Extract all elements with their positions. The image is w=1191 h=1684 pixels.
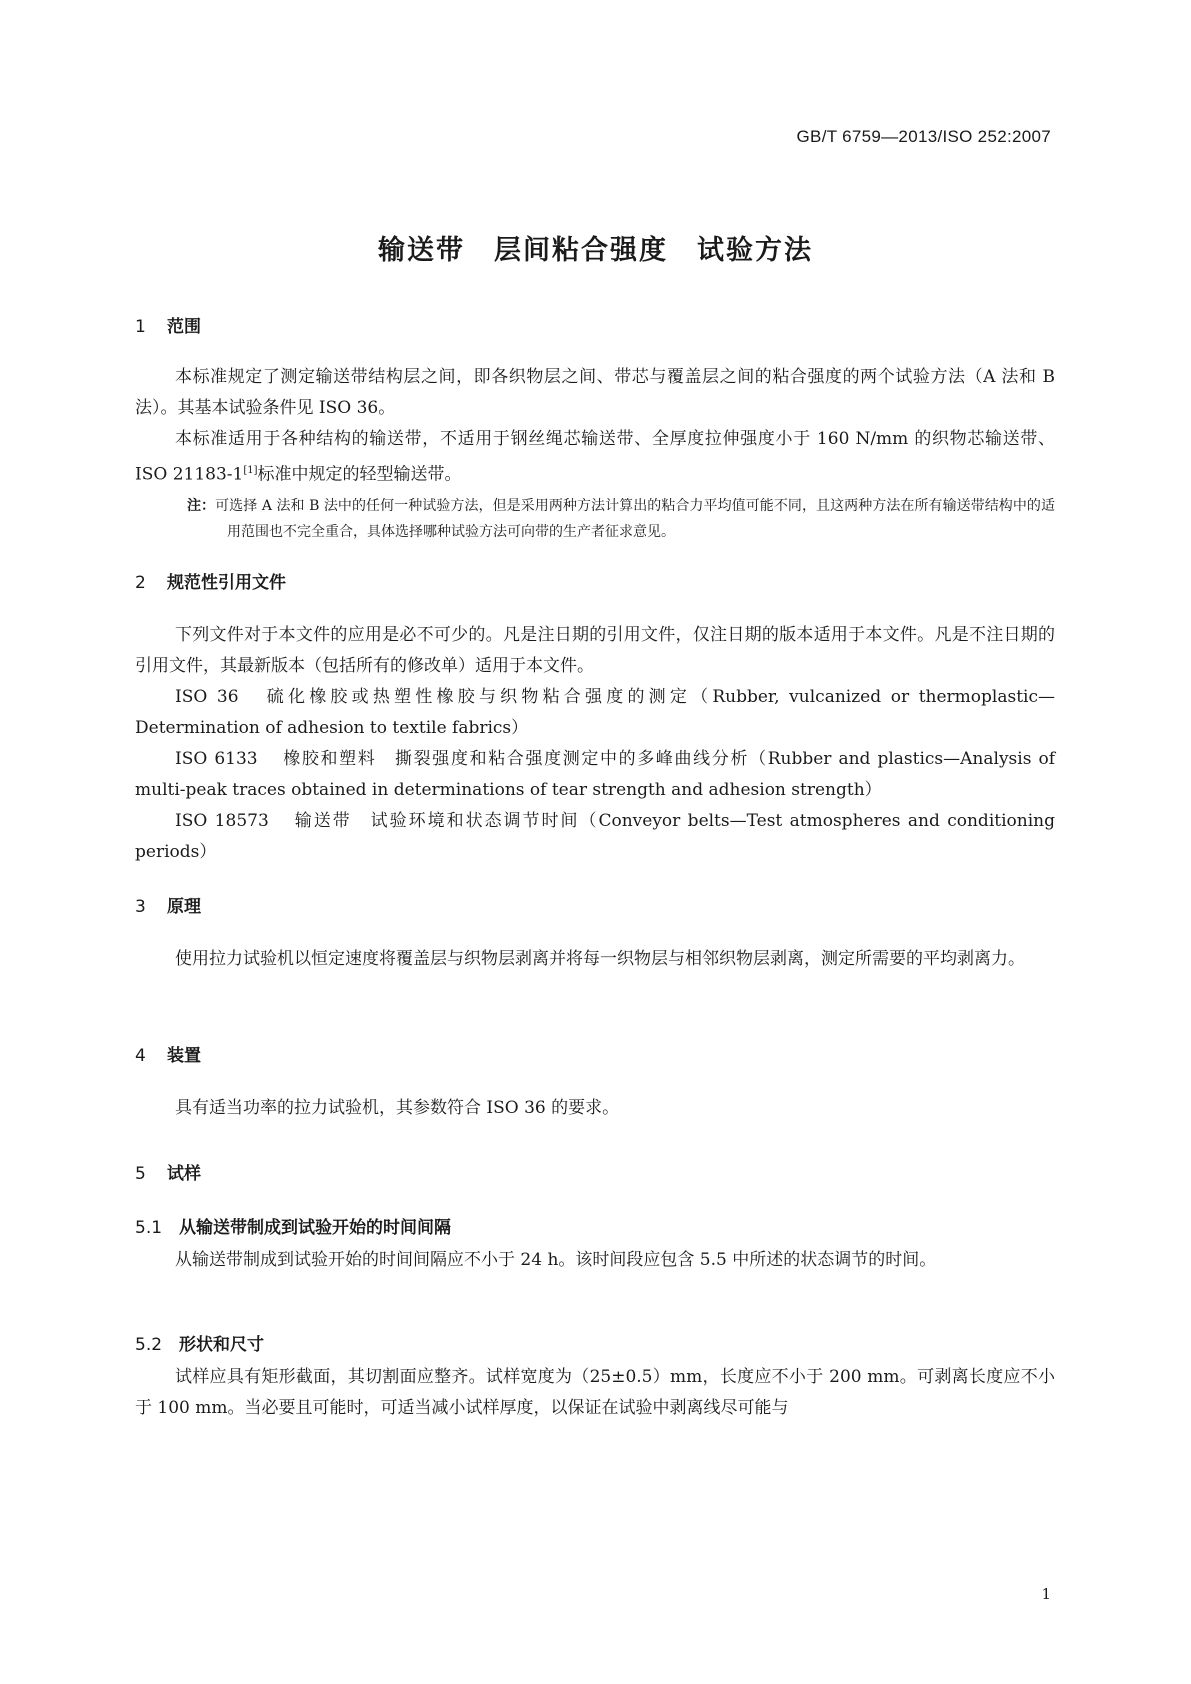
subsection-title: 形状和尺寸 (179, 1335, 264, 1355)
subsection-5-1-heading (135, 1213, 1055, 1238)
reference-code: ISO 18573 (175, 811, 269, 831)
section-3-heading (135, 892, 1055, 917)
paragraph: 本标准规定了测定输送带结构层之间，即各织物层之间、带芯与覆盖层之间的粘合强度的两个试验方法（A 法和 B 法）。其基本试验条件见 ISO 36。 (135, 367, 1055, 418)
reference-code: ISO 36 (175, 687, 239, 707)
section-title: 原理 (167, 897, 201, 917)
reference-text: 硫化橡胶或热塑性橡胶与织物粘合强度的测定（Rubber, vulcanized or thermoplastic—Determination of adhesion to textile fabrics） (135, 687, 1056, 738)
subsection-title: 从输送带制成到试验开始的时间间隔 (179, 1218, 451, 1238)
section-2-heading (135, 568, 1055, 593)
paragraph: 具有适当功率的拉力试验机，其参数符合 ISO 36 的要求。 (175, 1098, 620, 1118)
section-number: 2 (135, 573, 146, 593)
section-title: 规范性引用文件 (167, 573, 286, 593)
section-4-heading (135, 1041, 1055, 1066)
document-title: 输送带 层间粘合强度 试验方法 (378, 235, 813, 266)
section-title: 范围 (167, 317, 201, 337)
paragraph: 本标准适用于各种结构的输送带，不适用于钢丝绳芯输送带、全厚度拉伸强度小于 160 N/mm 的织物芯输送带、ISO 21183-1[1]标准中规定的轻型输送带。 (135, 429, 1055, 485)
reference-text: 橡胶和塑料 撕裂强度和粘合强度测定中的多峰曲线分析（Rubber and plastics—Analysis of multi-peak traces obtained in determinations of tear strength and adhesion strength） (135, 749, 1055, 800)
section-number: 3 (135, 897, 146, 917)
paragraph: 从输送带制成到试验开始的时间间隔应不小于 24 h。该时间段应包含 5.5 中所述的状态调节的时间。 (175, 1250, 937, 1270)
section-4-body (135, 1093, 1055, 1124)
section-2-body (135, 620, 1055, 868)
section-number: 4 (135, 1046, 146, 1066)
note-label: 注： (187, 497, 216, 514)
subsection-5-2-heading (135, 1330, 1055, 1355)
subsection-number: 5.2 (135, 1335, 163, 1355)
reference-code: ISO 6133 (175, 749, 258, 769)
section-5-heading (135, 1159, 1055, 1184)
paragraph: 使用拉力试验机以恒定速度将覆盖层与织物层剥离并将每一织物层与相邻织物层剥离，测定所需要的平均剥离力。 (175, 949, 1025, 969)
citation-ref: [1] (243, 465, 258, 476)
subsection-5-1-body (135, 1245, 1055, 1276)
section-title: 试样 (167, 1164, 201, 1184)
page-number: 1 (1041, 1585, 1051, 1603)
standard-code: GB/T 6759—2013/ISO 252:2007 (796, 127, 1051, 146)
section-number: 1 (135, 317, 146, 337)
reference-item (135, 744, 1055, 806)
subsection-number: 5.1 (135, 1218, 163, 1238)
reference-text: 输送带 试验环境和状态调节时间（Conveyor belts—Test atmospheres and conditioning periods） (135, 811, 1055, 862)
section-number: 5 (135, 1164, 146, 1184)
section-3-body (135, 944, 1055, 975)
section-title: 装置 (167, 1046, 201, 1066)
note-text: 可选择 A 法和 B 法中的任何一种试验方法，但是采用两种方法计算出的粘合力平均值可能不同，且这两种方法在所有输送带结构中的适用范围也不完全重合，具体选择哪种试验方法可向带的生产者征求意见。 (215, 497, 1055, 540)
paragraph: 试样应具有矩形截面，其切割面应整齐。试样宽度为（25±0.5）mm，长度应不小于 200 mm。可剥离长度应不小于 100 mm。当必要且可能时，可适当减小试样厚度，以保证在试验中剥离线尽可能与 (135, 1367, 1055, 1418)
reference-item (135, 806, 1055, 868)
section-1-heading (135, 312, 1055, 337)
reference-item (135, 682, 1055, 744)
section-1-body (135, 362, 1055, 545)
note (175, 493, 1055, 545)
paragraph: 下列文件对于本文件的应用是必不可少的。凡是注日期的引用文件，仅注日期的版本适用于本文件。凡是不注日期的引用文件，其最新版本（包括所有的修改单）适用于本文件。 (135, 625, 1055, 676)
subsection-5-2-body (135, 1362, 1055, 1424)
